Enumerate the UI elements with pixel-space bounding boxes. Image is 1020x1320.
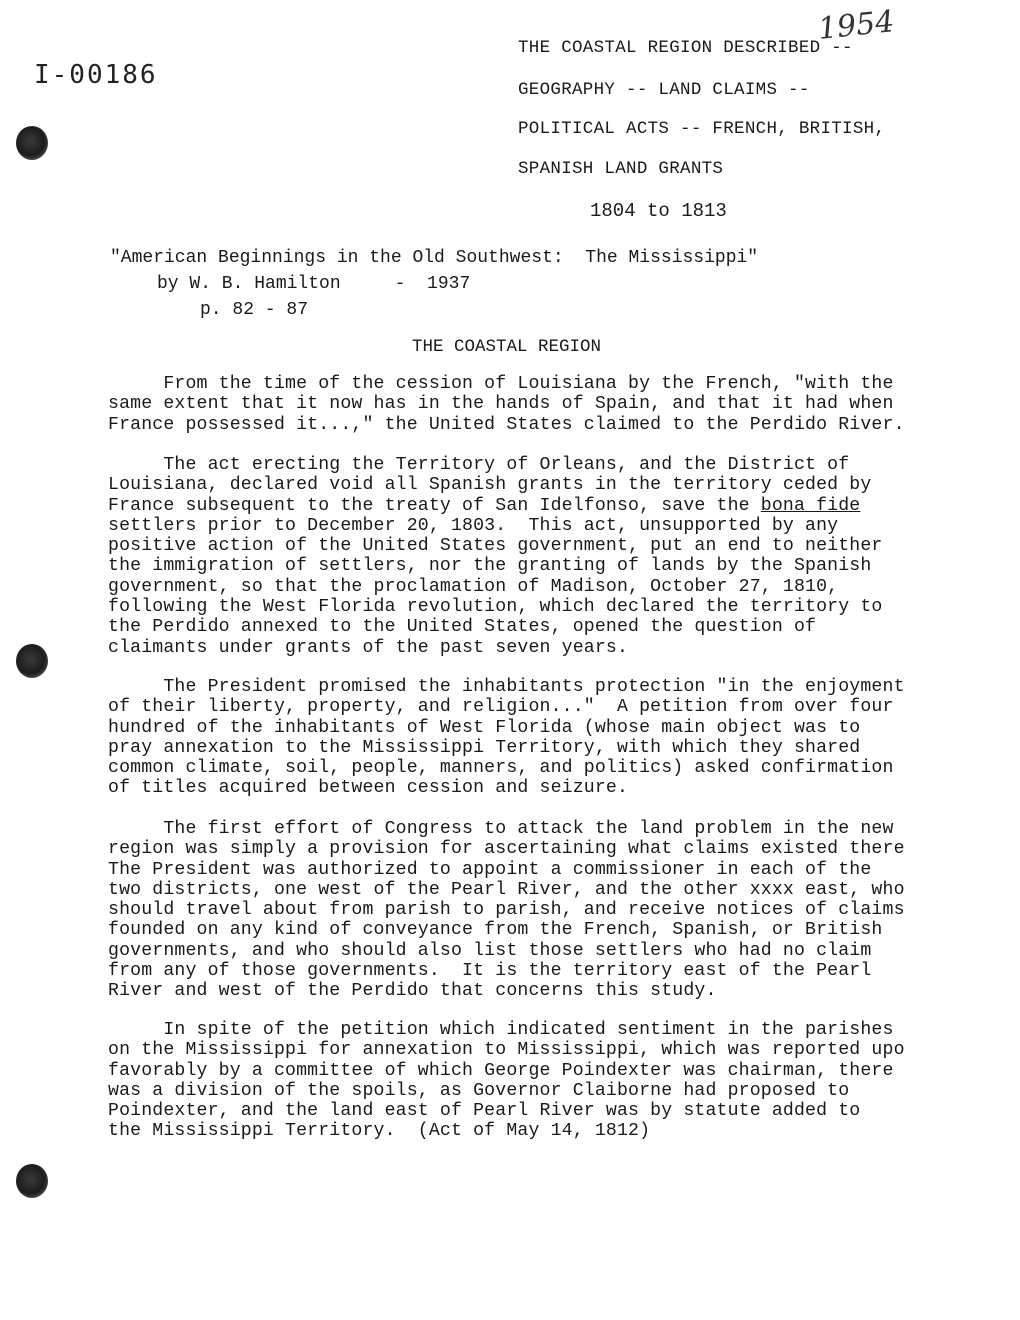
paragraph-line: the Perdido annexed to the United States, opened the question of (108, 617, 817, 638)
paragraph-4 (108, 819, 988, 1002)
paragraph-line: on the Mississippi for annexation to Mississippi, which was reported upo (108, 1040, 905, 1061)
paragraph-line: region was simply a provision for ascertaining what claims existed there (108, 839, 905, 860)
paragraph-line: of titles acquired between cession and seizure. (108, 778, 629, 799)
paragraph-line: was a division of the spoils, as Governor Claiborne had proposed to (108, 1080, 850, 1101)
paragraph-2 (108, 455, 988, 658)
paragraph-line: The President was authorized to appoint a commissioner in each of the (108, 859, 872, 880)
paragraph-line: the immigration of settlers, nor the granting of lands by the Spanish (108, 556, 872, 577)
document-id: I-00186 (34, 60, 158, 90)
paragraph-line: In spite of the petition which indicated sentiment in the parishes (108, 1020, 894, 1040)
paragraph-line: hundred of the inhabitants of West Florida (whose main object was to (108, 717, 861, 738)
paragraph-line: pray annexation to the Mississippi Territory, with which they shared (108, 737, 861, 758)
paragraph-line: founded on any kind of conveyance from the French, Spanish, or British (108, 920, 883, 941)
paragraph-line: of their liberty, property, and religion..." A petition from over four (108, 697, 894, 718)
paragraph-line: The first effort of Congress to attack the land problem in the new (108, 819, 894, 839)
paragraph-5 (108, 1020, 988, 1142)
paragraph-line-with-emphasis (108, 496, 988, 516)
paragraph-line: should travel about from parish to parish, and receive notices of claims (108, 900, 905, 921)
paragraph-text: France subsequent to the treaty of San Idelfonso, save the (108, 495, 761, 516)
paragraph-line: positive action of the United States government, put an end to neither (108, 536, 883, 557)
paragraph-1 (108, 374, 988, 435)
paragraph-line: from any of those governments. It is the territory east of the Pearl (108, 961, 872, 982)
paragraph-line: The President promised the inhabitants protection "in the enjoyment (108, 677, 905, 697)
paragraph-line: favorably by a committee of which George Poindexter was chairman, there (108, 1060, 894, 1081)
paragraph-line: Poindexter, and the land east of Pearl River was by statute added to (108, 1101, 861, 1122)
header-line-1: THE COASTAL REGION DESCRIBED -- (518, 38, 853, 58)
paragraph-line: The act erecting the Territory of Orleans, and the District of (108, 455, 850, 475)
paragraph-line: government, so that the proclamation of Madison, October 27, 1810, (108, 576, 839, 597)
paragraph-line: governments, and who should also list those settlers who had no claim (108, 940, 872, 961)
paragraph-line: River and west of the Perdido that concerns this study. (108, 981, 717, 1002)
underlined-phrase: bona fide (760, 495, 861, 516)
punch-hole-middle (16, 644, 48, 678)
paragraph-line: settlers prior to December 20, 1803. This act, unsupported by any (108, 515, 839, 536)
paragraph-line: Louisiana, declared void all Spanish grants in the territory ceded by (108, 475, 872, 496)
paragraph-line: same extent that it now has in the hands of Spain, and that it had when (108, 394, 894, 415)
paragraph-3 (108, 677, 988, 799)
header-line-4: SPANISH LAND GRANTS (518, 159, 724, 179)
paragraph-line: France possessed it...," the United States claimed to the Perdido River. (108, 414, 905, 435)
citation-author: by W. B. Hamilton - 1937 (157, 274, 471, 294)
paragraph-line: two districts, one west of the Pearl River, and the other xxxx east, who (108, 879, 905, 900)
paragraph-line: the Mississippi Territory. (Act of May 14, 1812) (108, 1121, 651, 1142)
citation-title: "American Beginnings in the Old Southwest: The Mississippi" (110, 248, 759, 268)
punch-hole-top (16, 126, 48, 160)
header-line-2: GEOGRAPHY -- LAND CLAIMS -- (518, 80, 810, 100)
section-title: THE COASTAL REGION (412, 337, 602, 357)
paragraph-line: common climate, soil, people, manners, and politics) asked confirmation (108, 758, 894, 779)
handwritten-number: 1954 (816, 4, 896, 47)
date-range: 1804 to 1813 (590, 200, 727, 222)
citation-pages: p. 82 - 87 (200, 300, 309, 320)
paragraph-line: From the time of the cession of Louisiana by the French, "with the (108, 374, 894, 394)
header-line-3: POLITICAL ACTS -- FRENCH, BRITISH, (518, 119, 886, 139)
paragraph-line: claimants under grants of the past seven years. (108, 637, 629, 658)
paragraph-line: following the West Florida revolution, which declared the territory to (108, 597, 883, 618)
punch-hole-bottom (16, 1164, 48, 1198)
